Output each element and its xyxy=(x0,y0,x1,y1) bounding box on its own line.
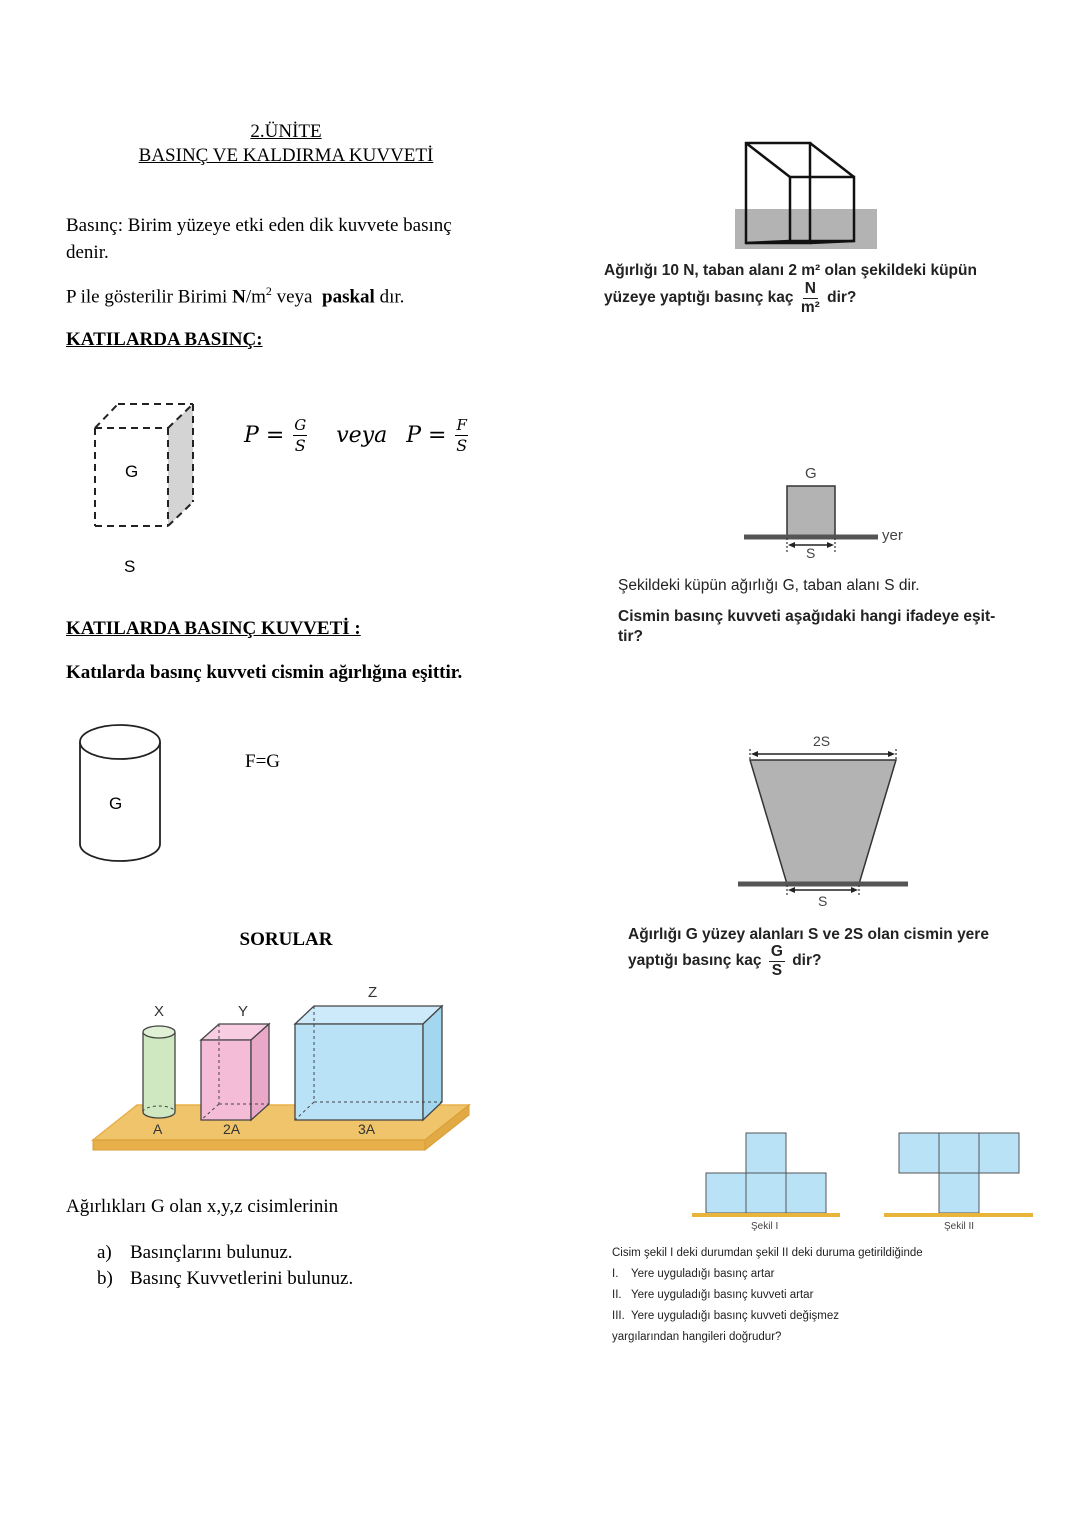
arrow-head xyxy=(827,542,834,548)
question-item xyxy=(97,1240,353,1266)
unit-suffix: dır. xyxy=(374,286,405,308)
q2-label-ground: yer xyxy=(882,527,903,544)
arrow-head xyxy=(851,887,858,893)
q2-label-g: G xyxy=(805,465,817,482)
shape-1-blocks xyxy=(706,1133,826,1213)
trapezoid-body xyxy=(750,760,896,884)
area-label-a: A xyxy=(153,1121,163,1137)
unit-n: N xyxy=(232,286,246,308)
object-z-side xyxy=(423,1006,442,1120)
q4-item-text: Yere uyguladığı basınç artar xyxy=(631,1268,775,1280)
solids-pressure-heading: KATILARDA BASINÇ: xyxy=(66,329,263,350)
solids-force-heading: KATILARDA BASINÇ KUVVETİ : xyxy=(66,618,361,639)
dashed-box-figure xyxy=(80,395,210,585)
item-text: Basınçlarını bulunuz. xyxy=(130,1242,293,1263)
area-label-2a: 2A xyxy=(223,1121,241,1137)
formula-or: veya xyxy=(336,423,388,448)
xyz-objects-figure xyxy=(85,980,480,1160)
q4-item-marker: I. xyxy=(612,1268,619,1280)
q2-line-1: Şekildeki küpün ağırlığı G, taban alanı S dir. xyxy=(618,577,920,594)
solids-force-statement: Katılarda basınç kuvveti cismin ağırlığına eşittir. xyxy=(66,662,463,683)
q3-line-1: Ağırlığı G yüzey alanları S ve 2S olan cismin yere xyxy=(628,926,989,943)
item-marker: b) xyxy=(97,1268,113,1289)
cylinder-label-g: G xyxy=(109,794,123,813)
q3-frac-num: G xyxy=(770,943,783,960)
cylinder-figure xyxy=(75,720,170,868)
q1-suffix: dir? xyxy=(827,289,857,307)
q2-label-s: S xyxy=(806,545,816,561)
force-formula: F=G xyxy=(245,751,281,772)
unit-m: /m xyxy=(245,286,266,308)
q3-fraction xyxy=(769,944,785,978)
pressure-unit-line xyxy=(66,284,404,308)
q1-unit-fraction xyxy=(801,281,820,315)
q4-item-marker: III. xyxy=(612,1310,625,1322)
q4-item-text: Yere uyguladığı basınç kuvveti değişmez xyxy=(631,1310,839,1322)
item-marker: a) xyxy=(97,1242,112,1263)
q3-frac-den: S xyxy=(771,961,783,979)
item-text: Basınç Kuvvetlerini bulunuz. xyxy=(130,1268,354,1289)
q1-line-2 xyxy=(604,281,856,315)
q1-line-1: Ağırlığı 10 N, taban alanı 2 m² olan şekildeki küpün xyxy=(604,262,977,279)
box-edge xyxy=(95,404,118,428)
object-y-front xyxy=(201,1040,251,1120)
unit-pascal: paskal xyxy=(322,286,375,308)
small-cube xyxy=(787,486,835,538)
board-front xyxy=(93,1140,425,1150)
arrow-head xyxy=(788,887,795,893)
trapezoid-figure xyxy=(735,745,915,895)
arrow-head xyxy=(888,751,895,757)
formula-p2: P xyxy=(406,423,422,448)
question-prompt: Ağırlıkları G olan x,y,z cisimlerinin xyxy=(66,1196,339,1217)
q1-frac-den: m² xyxy=(800,298,820,316)
pressure-definition xyxy=(66,212,536,266)
formula-eq-1: = xyxy=(265,423,285,448)
box-shaded-side xyxy=(168,404,193,526)
q3-prefix: yaptığı basınç kaç xyxy=(628,952,762,970)
q3-line-2 xyxy=(628,944,822,978)
shape-2-blocks xyxy=(899,1133,1019,1213)
q1-prefix: yüzeye yaptığı basınç kaç xyxy=(604,289,794,307)
q4-item-text: Yere uyguladığı basınç kuvveti artar xyxy=(631,1289,814,1301)
page-title: BASINÇ VE KALDIRMA KUVVETİ xyxy=(138,145,434,166)
cylinder-top xyxy=(80,725,160,759)
object-x-body xyxy=(143,1032,175,1118)
q4-item xyxy=(612,1306,923,1327)
caption-shape-1: Şekil I xyxy=(751,1221,779,1232)
q1-frac-num: N xyxy=(804,280,816,297)
block-shapes-figure xyxy=(688,1130,1038,1222)
caption-shape-2: Şekil II xyxy=(944,1221,975,1232)
arrow-head xyxy=(788,542,795,548)
q4-intro: Cisim şekil I deki durumdan şekil II deki duruma getirildiğinde xyxy=(612,1247,923,1259)
questions-heading: SORULAR xyxy=(239,929,333,950)
definition-line-1: Basınç: Birim yüzeye etki eden dik kuvvete basınç xyxy=(66,215,452,236)
unit-sup: 2 xyxy=(265,284,272,298)
q2-line-2: Cismin basınç kuvveti aşağıdaki hangi ifadeye eşit- xyxy=(618,608,996,625)
formula-eq-2: = xyxy=(428,423,447,448)
object-label-y: Y xyxy=(238,1003,249,1020)
q2-question xyxy=(618,607,995,647)
unit-number: 2.ÜNİTE xyxy=(250,121,322,142)
unit-or: veya xyxy=(271,286,318,308)
formula-f-over-s xyxy=(455,418,467,454)
wireframe-cube-figure xyxy=(730,135,885,255)
box-label-g: G xyxy=(125,462,139,481)
q4-item-marker: II. xyxy=(612,1289,622,1301)
arrow-head xyxy=(751,751,758,757)
object-label-z: Z xyxy=(368,984,378,1001)
box-label-s: S xyxy=(124,557,136,576)
q4-closing: yargılarından hangileri doğrudur? xyxy=(612,1331,782,1343)
q4-item xyxy=(612,1264,923,1285)
formula-g-over-s xyxy=(293,418,307,454)
definition-line-2: denir. xyxy=(66,242,109,263)
q3-label-bottom: S xyxy=(818,893,828,909)
object-x-top xyxy=(143,1026,175,1038)
unit-heading xyxy=(0,120,572,168)
pressure-formula xyxy=(244,418,470,454)
q3-label-top: 2S xyxy=(813,733,831,749)
area-label-3a: 3A xyxy=(358,1121,376,1137)
object-z-top xyxy=(295,1006,442,1024)
formula-s-1: S xyxy=(294,436,306,455)
q4-item xyxy=(612,1285,923,1306)
formula-s-2: S xyxy=(456,436,468,455)
formula-p1: P xyxy=(244,423,259,448)
object-y-side xyxy=(251,1024,269,1120)
q2-line-3: tir? xyxy=(618,628,643,645)
q3-suffix: dir? xyxy=(792,952,822,970)
question-items xyxy=(97,1240,353,1292)
formula-g: G xyxy=(294,416,307,434)
formula-f: F xyxy=(456,416,467,434)
question-item xyxy=(97,1266,353,1292)
unit-prefix: P ile gösterilir Birimi xyxy=(66,286,233,308)
q4-text xyxy=(612,1243,923,1348)
object-label-x: X xyxy=(154,1003,165,1020)
